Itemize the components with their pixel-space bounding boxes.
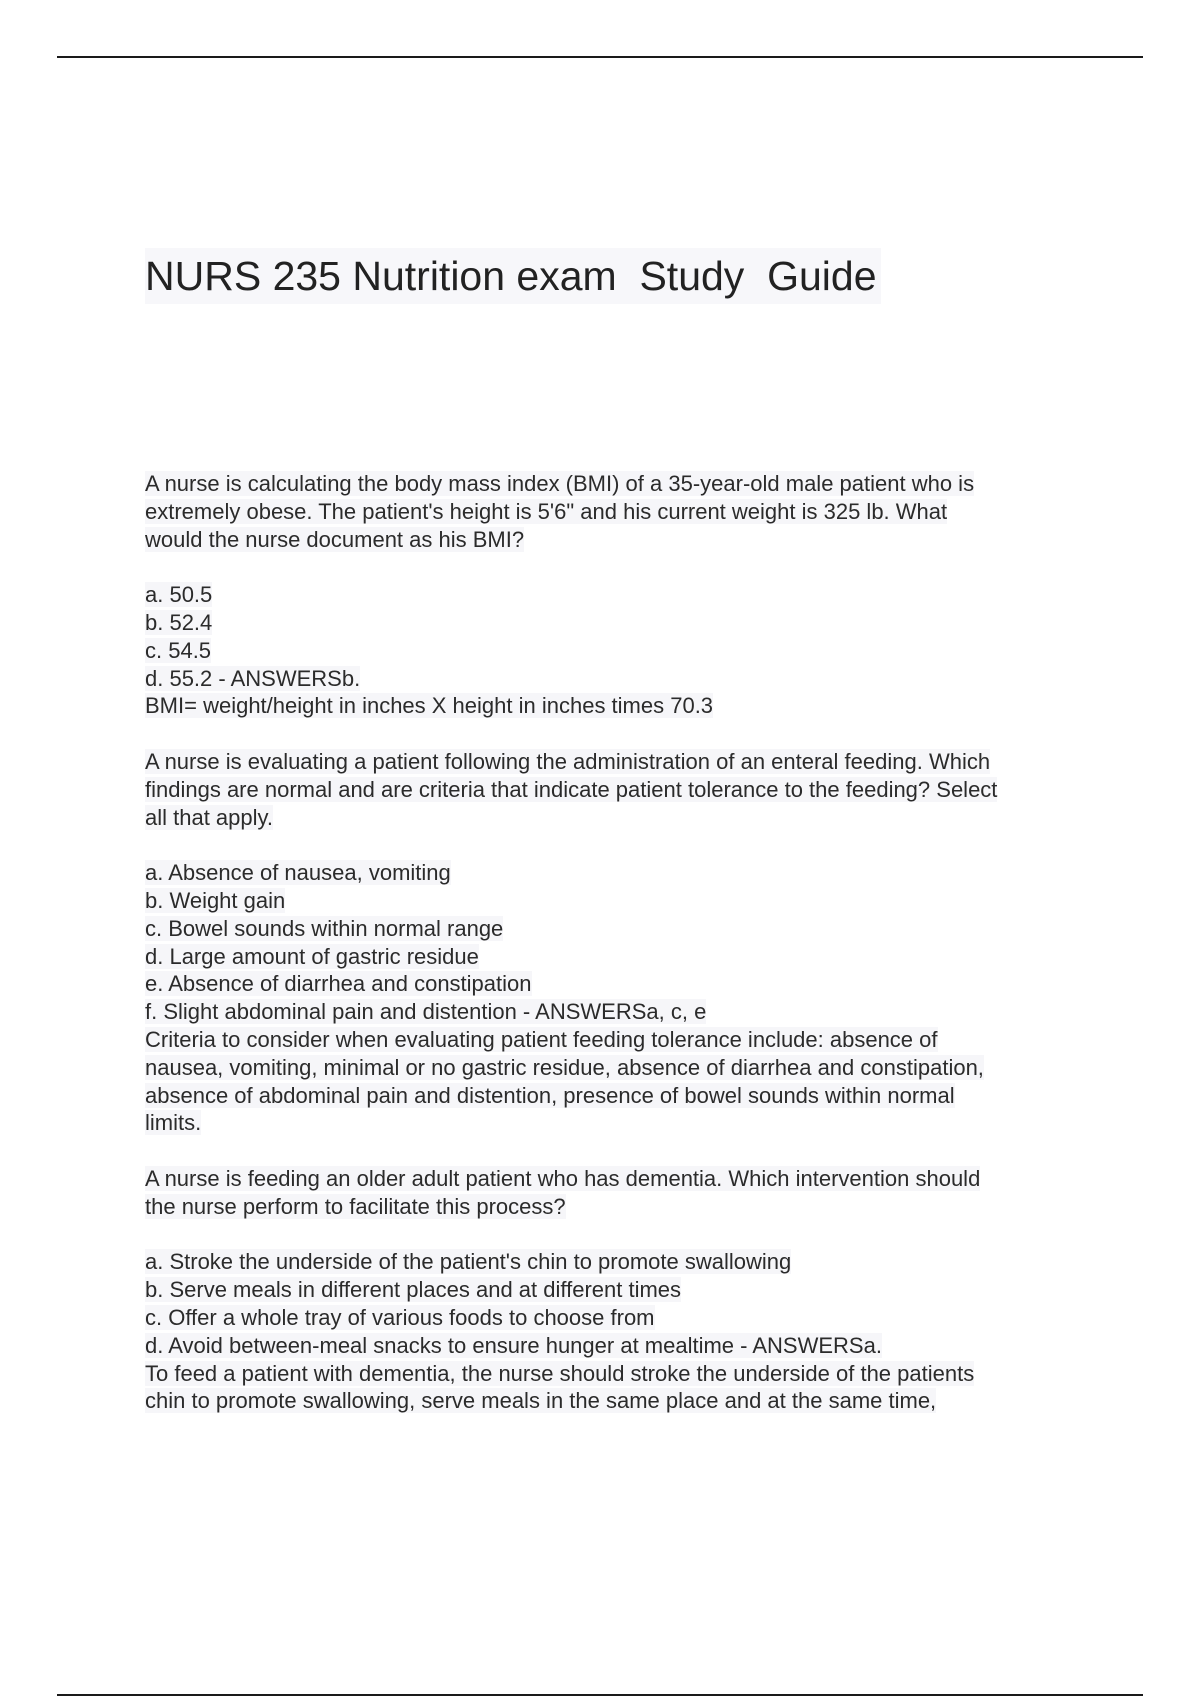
answer-option: d. Large amount of gastric residue — [145, 943, 479, 969]
answer-options — [145, 1248, 1085, 1359]
page-bottom-rule — [57, 1694, 1143, 1696]
answer-option: b. 52.4 — [145, 609, 213, 635]
stem-line: the nurse perform to facilitate this process? — [145, 1193, 566, 1219]
rationale-line: Criteria to consider when evaluating patient feeding tolerance include: absence of — [145, 1026, 938, 1052]
question-stem — [145, 470, 1085, 553]
answer-option: d. 55.2 - ANSWERSb. — [145, 665, 361, 691]
document-title: NURS 235 Nutrition exam Study Guide — [145, 248, 881, 304]
document-body — [145, 470, 1085, 1415]
answer-option: b. Serve meals in different places and at different times — [145, 1277, 682, 1303]
answer-option: a. Stroke the underside of the patient's chin to promote swallowing — [145, 1249, 792, 1275]
answer-options — [145, 581, 1085, 692]
answer-rationale — [145, 1360, 1085, 1416]
answer-option: b. Weight gain — [145, 887, 286, 913]
rationale-line: absence of abdominal pain and distention, presence of bowel sounds within normal — [145, 1082, 955, 1108]
rationale-line: limits. — [145, 1110, 202, 1136]
stem-line: A nurse is calculating the body mass index (BMI) of a 35-year-old male patient who is — [145, 471, 975, 496]
answer-option: c. Offer a whole tray of various foods to choose from — [145, 1304, 655, 1330]
question-stem — [145, 1165, 1085, 1221]
question-block — [145, 470, 1085, 720]
answer-option: d. Avoid between-meal snacks to ensure hunger at mealtime - ANSWERSa. — [145, 1332, 882, 1358]
question-block — [145, 748, 1085, 1137]
rationale-line: To feed a patient with dementia, the nurse should stroke the underside of the patients — [145, 1360, 975, 1386]
answer-options — [145, 859, 1085, 1026]
question-block — [145, 1165, 1085, 1415]
answer-option: c. Bowel sounds within normal range — [145, 915, 504, 941]
answer-option: a. Absence of nausea, vomiting — [145, 860, 451, 886]
answer-rationale — [145, 692, 1085, 720]
answer-option: e. Absence of diarrhea and constipation — [145, 971, 532, 997]
rationale-line: nausea, vomiting, minimal or no gastric residue, absence of diarrhea and constipation, — [145, 1054, 984, 1080]
stem-line: would the nurse document as his BMI? — [145, 526, 525, 552]
answer-option: c. 54.5 — [145, 637, 212, 663]
rationale-line: chin to promote swallowing, serve meals in the same place and at the same time, — [145, 1388, 937, 1414]
rationale-line: BMI= weight/height in inches X height in inches times 70.3 — [145, 693, 714, 719]
answer-option: a. 50.5 — [145, 582, 213, 608]
stem-line: findings are normal and are criteria that indicate patient tolerance to the feeding? Select — [145, 776, 998, 802]
answer-rationale — [145, 1026, 1085, 1137]
stem-line: extremely obese. The patient's height is 5'6" and his current weight is 325 lb. What — [145, 498, 948, 524]
page-top-rule — [57, 56, 1143, 58]
question-stem — [145, 748, 1085, 831]
stem-line: all that apply. — [145, 804, 274, 830]
stem-line: A nurse is feeding an older adult patient who has dementia. Which intervention should — [145, 1165, 981, 1191]
stem-line: A nurse is evaluating a patient following the administration of an enteral feeding. Which — [145, 748, 991, 774]
answer-option: f. Slight abdominal pain and distention - ANSWERSa, c, e — [145, 999, 707, 1025]
